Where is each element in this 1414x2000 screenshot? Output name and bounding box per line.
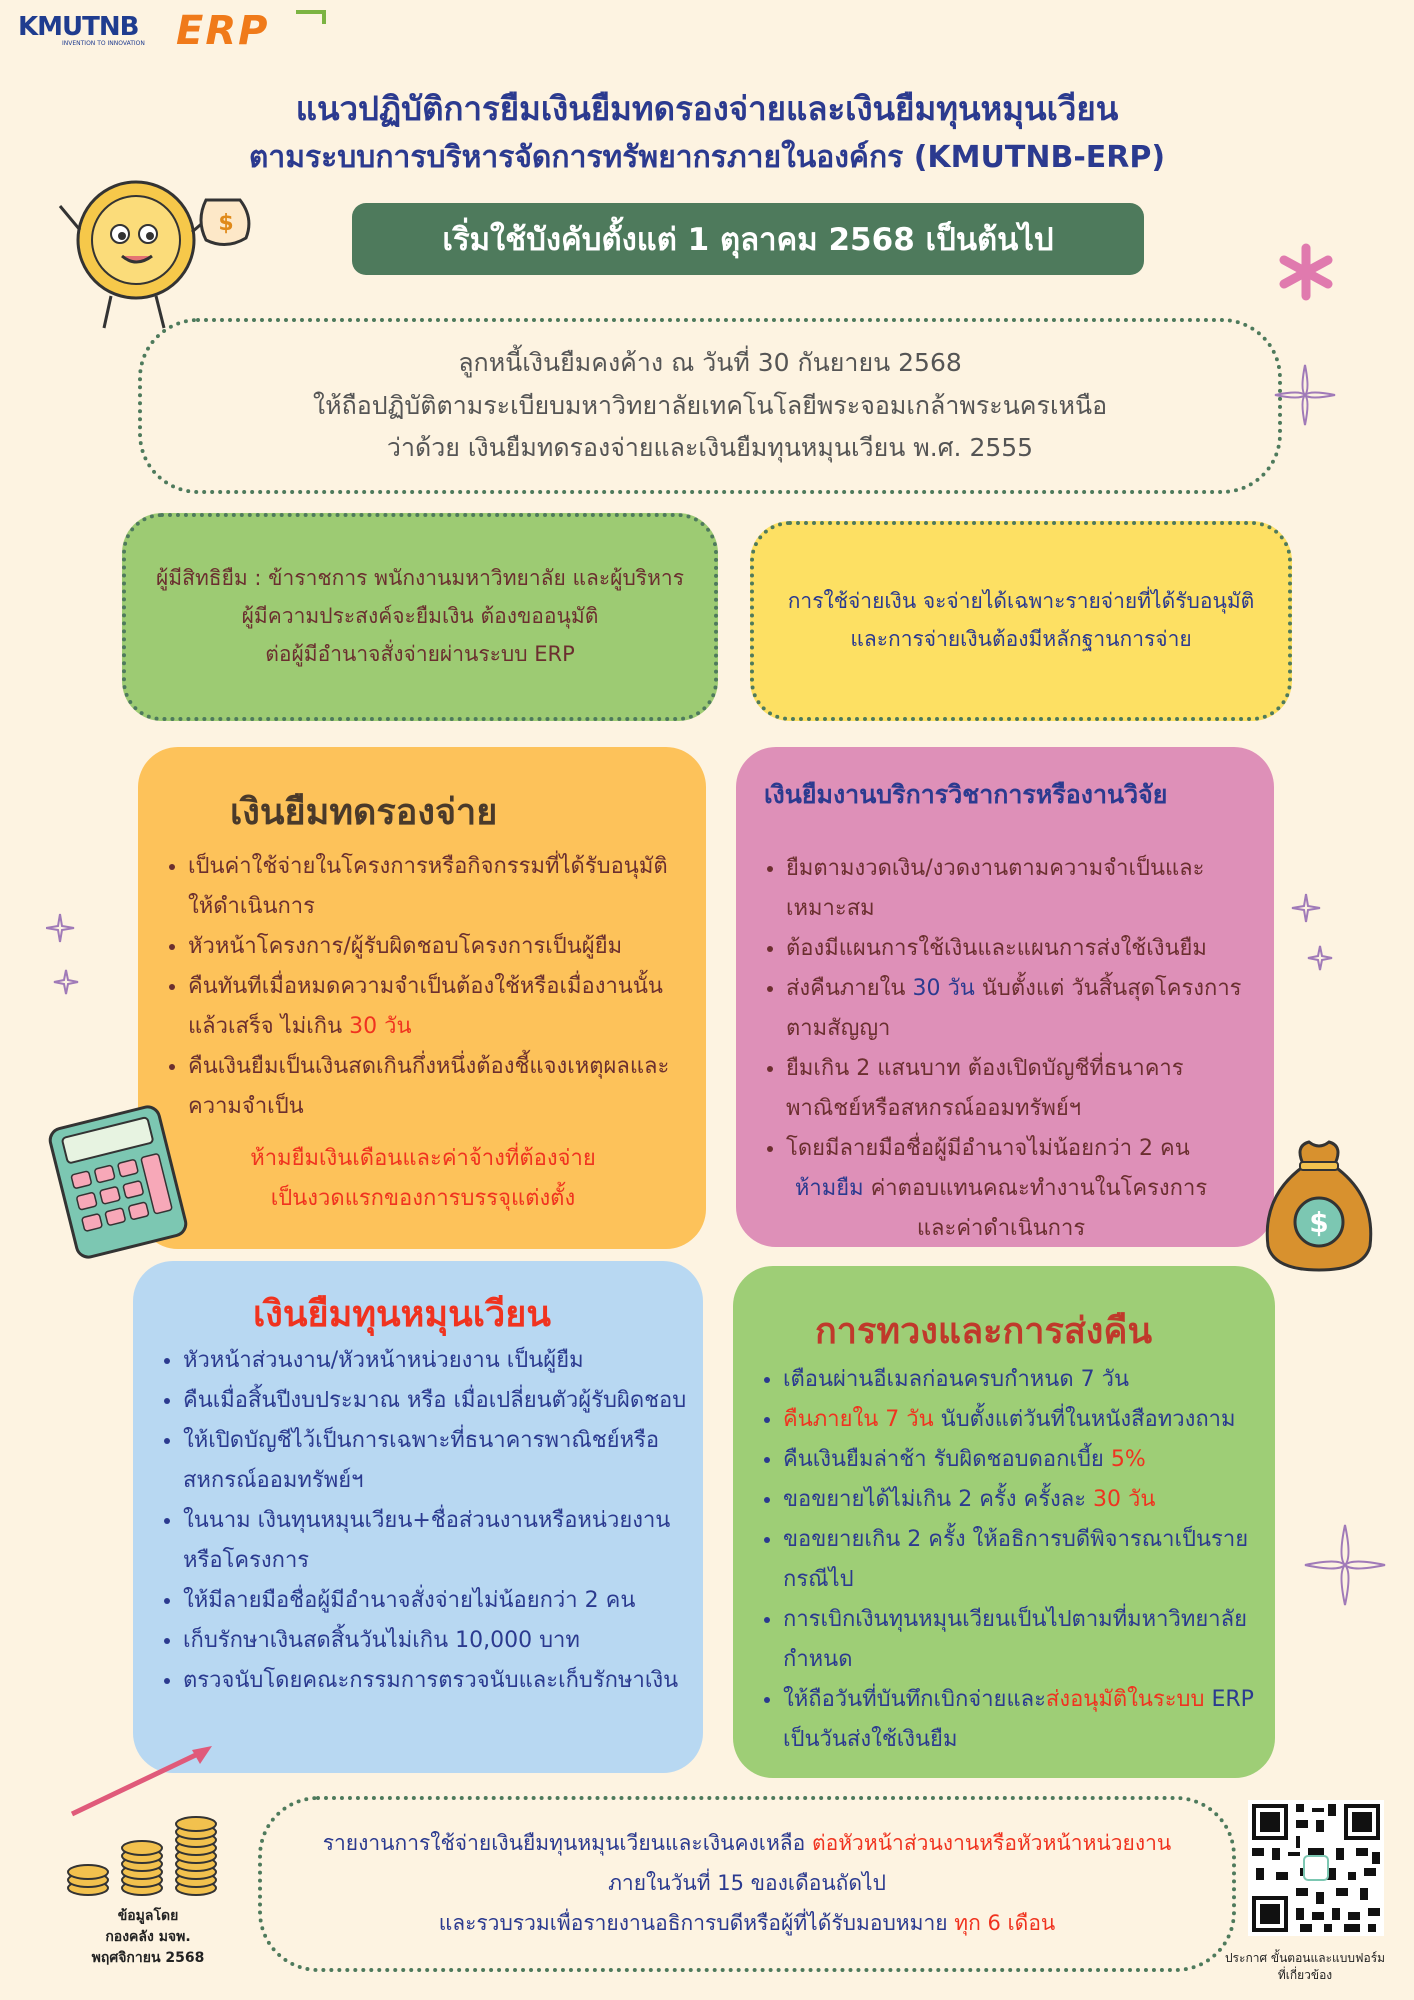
list-item: • หัวหน้าส่วนงาน/หัวหน้าหน่วยงาน เป็นผู้ยืม [183, 1341, 693, 1381]
page-subtitle: ตามระบบการบริหารจัดการทรัพยากรภายในองค์กร (KMUTNB-ERP) [248, 140, 1166, 175]
warning-line-2: เป็นงวดแรกของการบรรจุแต่งตั้ง [270, 1186, 576, 1211]
list-item [783, 1680, 1269, 1760]
coin-mascot-icon [56, 170, 256, 340]
list-item [783, 1480, 1269, 1520]
qr-caption-line-1: ประกาศ ขั้นตอนและแบบฟอร์ม [1224, 1951, 1386, 1965]
list-item: • โดยมีลายมือชื่อผู้มีอำนาจไม่น้อยกว่า 2 คน [786, 1129, 1256, 1169]
erp-logo-accent-icon [296, 10, 326, 24]
reporting-highlight: ต่อหัวหน้าส่วนงานหรือหัวหน้าหน่วยงาน [811, 1831, 1172, 1856]
reporting-line-1 [323, 1824, 1172, 1864]
reporting-line-3 [439, 1904, 1056, 1944]
collection-return-card [733, 1266, 1275, 1778]
list-item-highlight: 30 วัน [912, 976, 975, 1001]
flower-sparkle-icon [1270, 360, 1340, 430]
list-item: • เก็บรักษาเงินสดสิ้นวันไม่เกิน 10,000 บาท [183, 1621, 693, 1661]
list-item [783, 1400, 1269, 1440]
revolving-fund-title: เงินยืมทุนหมุนเวียน [253, 1294, 551, 1335]
list-item [786, 969, 1256, 1049]
list-item-highlight: 30 วัน [1093, 1487, 1156, 1512]
spending-box [750, 521, 1292, 721]
reporting-text: และรวบรวมเพื่อรายงานอธิการบดีหรือผู้ที่ได้รับมอบหมาย [438, 1910, 955, 1935]
spending-line-2: และการจ่ายเงินต้องมีหลักฐานการจ่าย [850, 627, 1192, 651]
pink-asterisk-icon [1276, 242, 1336, 302]
list-item-text: ส่งคืนภายใน [786, 976, 913, 1001]
sparkle-icon [46, 910, 86, 1000]
advance-loan-title: เงินยืมทดรองจ่าย [230, 792, 498, 833]
qr-code[interactable] [1248, 1800, 1384, 1936]
revolving-fund-list [149, 1341, 693, 1701]
outstanding-debt-notice [138, 318, 1282, 494]
warning-highlight: ห้ามยืม [794, 1176, 864, 1201]
data-credit [58, 1906, 238, 1969]
list-item-text: ขอขยายได้ไม่เกิน 2 ครั้ง ครั้งละ [783, 1487, 1094, 1512]
list-item: • ต้องมีแผนการใช้เงินและแผนการส่งใช้เงินยืม [786, 929, 1256, 969]
flower-sparkle-icon [1300, 1520, 1390, 1610]
list-item-text: นับตั้งแต่วันที่ในหนังสือทวงถาม [933, 1407, 1236, 1432]
warning-line-1: ห้ามยืมเงินเดือนและค่าจ้างที่ต้องจ่าย [250, 1146, 596, 1171]
list-item-highlight: ส่งอนุมัติในระบบ [1045, 1687, 1205, 1712]
list-item: • คืนเงินยืมเป็นเงินสดเกินกึ่งหนึ่งต้องชี้แจงเหตุผลและความจำเป็น [188, 1047, 688, 1127]
research-loan-title: เงินยืมงานบริการวิชาการหรืองานวิจัย [764, 780, 1168, 809]
list-item-highlight: 5% [1110, 1447, 1146, 1472]
qr-caption-line-2: ที่เกี่ยวข้อง [1277, 1967, 1333, 1982]
list-item: • เป็นค่าใช้จ่ายในโครงการหรือกิจกรรมที่ได้รับอนุมัติให้ดำเนินการ [188, 847, 688, 927]
list-item: • การเบิกเงินทุนหมุนเวียนเป็นไปตามที่มหาวิทยาลัยกำหนด [783, 1600, 1269, 1680]
list-item: • หัวหน้าโครงการ/ผู้รับผิดชอบโครงการเป็นผู้ยืม [188, 927, 688, 967]
money-bag-icon [1254, 1136, 1384, 1276]
advance-loan-warning [178, 1139, 668, 1219]
collection-return-title: การทวงและการส่งคืน [815, 1311, 1153, 1352]
advance-loan-card [138, 747, 706, 1249]
page-title: แนวปฏิบัติการยืมเงินยืมทดรองจ่ายและเงินยืมทุนหมุนเวียน [295, 89, 1119, 128]
list-item-text: คืนทันทีเมื่อหมดความจำเป็นต้องใช้หรือเมื่องานนั้นแล้วเสร็จ ไม่เกิน [188, 974, 663, 1039]
list-item: • ในนาม เงินทุนหมุนเวียน+ชื่อส่วนงานหรือหน่วยงาน หรือโครงการ [183, 1501, 693, 1581]
svg-text:$: $ [1309, 1206, 1329, 1239]
list-item-text: ERP เป็นวันส่งใช้เงินยืม [783, 1687, 1254, 1752]
kmutnb-tagline: INVENTION TO INNOVATION [62, 40, 145, 47]
list-item: • เตือนผ่านอีเมลก่อนครบกำหนด 7 วัน [783, 1360, 1269, 1400]
eligibility-line-1: ผู้มีสิทธิยืม : ข้าราชการ พนักงานมหาวิทยาลัย และผู้บริหาร [155, 566, 684, 591]
effective-date-banner: เริ่มใช้บังคับตั้งแต่ 1 ตุลาคม 2568 เป็นต้นไป [352, 203, 1144, 275]
credit-line-3: พฤศจิกายน 2568 [91, 1950, 205, 1966]
eligibility-line-3: ต่อผู้มีอำนาจสั่งจ่ายผ่านระบบ ERP [265, 641, 575, 666]
list-item-text: คืนเงินยืมล่าช้า รับผิดชอบดอกเบี้ย [783, 1447, 1111, 1472]
coin-stack-icon [66, 1790, 236, 1900]
notice-line-3: ว่าด้วย เงินยืมทดรองจ่ายและเงินยืมทุนหมุนเวียน พ.ศ. 2555 [386, 433, 1034, 463]
list-item: • ขอขยายเกิน 2 ครั้ง ให้อธิการบดีพิจารณาเป็นรายกรณีไป [783, 1520, 1269, 1600]
reporting-box [258, 1796, 1236, 1972]
advance-loan-list [154, 847, 688, 1127]
list-item: • ยืมตามงวดเงิน/งวดงานตามความจำเป็นและเหมาะสม [786, 849, 1256, 929]
credit-line-2: กองคลัง มจพ. [105, 1929, 191, 1945]
list-item: • ยืมเกิน 2 แสนบาท ต้องเปิดบัญชีที่ธนาคารพาณิชย์หรือสหกรณ์ออมทรัพย์ฯ [786, 1049, 1256, 1129]
svg-text:$: $ [218, 211, 234, 236]
collection-return-list [749, 1360, 1269, 1760]
notice-line-1: ลูกหนี้เงินยืมคงค้าง ณ วันที่ 30 กันยายน 2568 [458, 348, 962, 378]
list-item: • ให้เปิดบัญชีไว้เป็นการเฉพาะที่ธนาคารพาณิชย์หรือสหกรณ์ออมทรัพย์ฯ [183, 1421, 693, 1501]
list-item-highlight: คืนภายใน 7 วัน [783, 1407, 934, 1432]
research-loan-warning [766, 1169, 1236, 1249]
spending-line-1: การใช้จ่ายเงิน จะจ่ายได้เฉพาะรายจ่ายที่ได้รับอนุมัติ [787, 589, 1255, 614]
list-item-highlight: 30 วัน [349, 1014, 412, 1039]
qr-caption [1210, 1950, 1400, 1984]
erp-logo: ERP [176, 8, 270, 54]
kmutnb-logo [18, 14, 168, 54]
list-item-text: นับตั้งแต่ วันสิ้นสุดโครงการตามสัญญา [786, 976, 1242, 1041]
sparkle-icon [1290, 890, 1340, 980]
reporting-text: รายงานการใช้จ่ายเงินยืมทุนหมุนเวียนและเงินคงเหลือ [322, 1831, 812, 1856]
eligibility-box [122, 513, 718, 721]
warning-line-1 [766, 1169, 1236, 1209]
research-loan-list [752, 849, 1256, 1169]
reporting-highlight: ทุก 6 เดือน [954, 1910, 1056, 1935]
research-loan-card [736, 747, 1274, 1247]
reporting-line-2: ภายในวันที่ 15 ของเดือนถัดไป [608, 1871, 886, 1896]
revolving-fund-card [133, 1261, 703, 1773]
list-item [188, 967, 688, 1047]
list-item-text: ให้ถือวันที่บันทึกเบิกจ่ายและ [783, 1687, 1046, 1712]
warning-text: ค่าตอบแทนคณะทำงานในโครงการ [863, 1176, 1208, 1201]
eligibility-line-2: ผู้มีความประสงค์จะยืมเงิน ต้องขออนุมัติ [241, 604, 599, 629]
credit-line-1: ข้อมูลโดย [117, 1908, 179, 1924]
kmutnb-logo-text: KMUTNB [18, 12, 139, 42]
list-item: • ให้มีลายมือชื่อผู้มีอำนาจสั่งจ่ายไม่น้อยกว่า 2 คน [183, 1581, 693, 1621]
warning-line-2: และค่าดำเนินการ [916, 1216, 1086, 1241]
list-item [783, 1440, 1269, 1480]
list-item: • ตรวจนับโดยคณะกรรมการตรวจนับและเก็บรักษาเงิน [183, 1661, 693, 1701]
notice-line-2: ให้ถือปฏิบัติตามระเบียบมหาวิทยาลัยเทคโนโลยีพระจอมเกล้าพระนครเหนือ [312, 390, 1108, 420]
list-item: • คืนเมื่อสิ้นปีงบประมาณ หรือ เมื่อเปลี่ยนตัวผู้รับผิดชอบ [183, 1381, 693, 1421]
